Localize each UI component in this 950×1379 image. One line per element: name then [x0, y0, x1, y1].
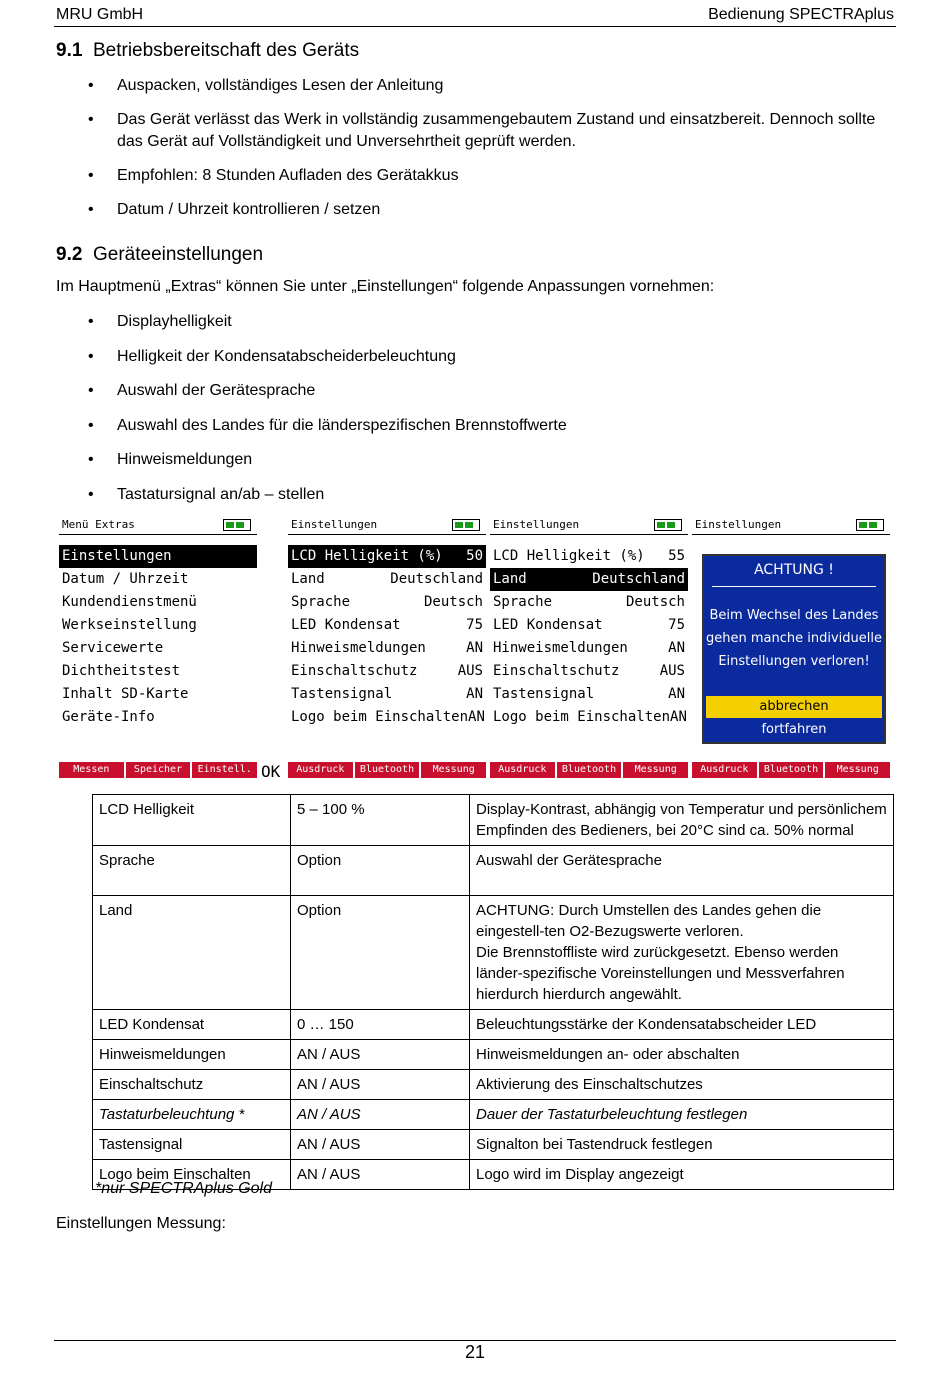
device-screen-einstellungen-1 — [288, 516, 486, 778]
section-9-2-bullets — [0, 311, 897, 506]
table-row: LCD Helligkeit 5 – 100 % Display-Kontrast, abhängig von Temperatur und persönlichem Empfinden des Bedieners, bei 20°C sind ca. 50% normal — [93, 795, 894, 846]
setting-row[interactable]: Logo beim Einschalten AN — [291, 709, 485, 725]
setting-row[interactable]: Hinweismeldungen AN — [291, 640, 483, 656]
softkey-bluetooth[interactable]: Bluetooth — [355, 762, 420, 778]
setting-row[interactable]: Tastensignal AN — [291, 686, 483, 702]
device-screen-menu-extras — [59, 516, 257, 778]
softkey-bar — [288, 762, 486, 778]
menu-item-servicewerte[interactable]: Servicewerte — [62, 640, 164, 656]
battery-icon — [452, 519, 480, 531]
page-number: 21 — [464, 1342, 486, 1362]
ok-key-label: OK — [261, 762, 281, 781]
table-row: Logo beim Einschalten AN / AUS Logo wird im Display angezeigt — [93, 1160, 894, 1190]
setting-row[interactable]: LED Kondensat 75 — [291, 617, 483, 633]
cancel-button[interactable]: abbrechen — [706, 696, 882, 718]
setting-row[interactable]: Land Deutschland — [490, 568, 688, 591]
table-row: Tastaturbeleuchtung * AN / AUS Dauer der Tastaturbeleuchtung festlegen — [93, 1100, 894, 1130]
softkey-messung[interactable]: Messung — [421, 762, 486, 778]
bullet-item: • Datum / Uhrzeit kontrollieren / setzen — [0, 199, 897, 221]
section-heading-9-2: 9.2 Geräteeinstellungen — [56, 244, 264, 265]
softkey-einstell[interactable]: Einstell. — [192, 762, 257, 778]
section-heading-9-1: 9.1 Betriebsbereitschaft des Geräts — [56, 40, 360, 61]
battery-icon — [223, 519, 251, 531]
section-9-2-intro: Im Hauptmenü „Extras“ können Sie unter „Einstellungen“ folgende Anpassungen vornehmen: — [56, 278, 715, 295]
battery-icon — [856, 519, 884, 531]
bullet-item: • Tastatursignal an/ab – stellen — [0, 484, 897, 506]
table-row: Sprache Option Auswahl der Gerätesprache — [93, 846, 894, 896]
measurement-settings-heading: Einstellungen Messung: — [56, 1215, 226, 1232]
menu-item-kundendienstmenu[interactable]: Kundendienstmenü — [62, 594, 197, 610]
setting-row[interactable]: LCD Helligkeit (%) 55 — [493, 548, 685, 564]
menu-item-datum-uhrzeit[interactable]: Datum / Uhrzeit — [62, 571, 189, 587]
screen-title: Einstellungen — [695, 518, 782, 531]
softkey-messen[interactable]: Messen — [59, 762, 124, 778]
softkey-bluetooth[interactable]: Bluetooth — [557, 762, 622, 778]
menu-item-geraete-info[interactable]: Geräte-Info — [62, 709, 155, 725]
softkey-bar — [490, 762, 688, 778]
dialog-title: ACHTUNG ! — [754, 562, 834, 578]
bullet-item: • Displayhelligkeit — [0, 311, 897, 333]
setting-row[interactable]: Sprache Deutsch — [291, 594, 483, 610]
table-row: Tastensignal AN / AUS Signalton bei Tastendruck festlegen — [93, 1130, 894, 1160]
bullet-item: • Empfohlen: 8 Stunden Aufladen des Gerätakkus — [0, 165, 897, 187]
table-row: LED Kondensat 0 … 150 Beleuchtungsstärke der Kondensatabscheider LED — [93, 1010, 894, 1040]
menu-item-einstellungen[interactable]: Einstellungen — [59, 545, 257, 568]
bullet-item: • Auspacken, vollständiges Lesen der Anleitung — [0, 75, 897, 97]
continue-button[interactable]: fortfahren — [761, 722, 827, 737]
setting-row[interactable]: Logo beim Einschalten AN — [493, 709, 687, 725]
setting-row[interactable]: LCD Helligkeit (%) 50 — [288, 545, 486, 568]
table-row: Einschaltschutz AN / AUS Aktivierung des Einschaltschutzes — [93, 1070, 894, 1100]
bullet-item: • Das Gerät verlässt das Werk in vollständig zusammengebautem Zustand und einsatzbereit. Dennoch sollte das Gerät auf Vollständigkeit und Unversehrtheit geprüft werden. — [0, 109, 897, 153]
footnote: *nur SPECTRAplus Gold — [95, 1180, 272, 1197]
softkey-ausdruck[interactable]: Ausdruck — [490, 762, 555, 778]
dialog-message: Beim Wechsel des Landes gehen manche individuelle Einstellungen verloren! — [706, 608, 882, 669]
setting-row[interactable]: Tastensignal AN — [493, 686, 685, 702]
menu-item-dichtheitstest[interactable]: Dichtheitstest — [62, 663, 181, 679]
softkey-messung[interactable]: Messung — [623, 762, 688, 778]
softkey-messung[interactable]: Messung — [825, 762, 890, 778]
menu-item-werkseinstellung[interactable]: Werkseinstellung — [62, 617, 197, 633]
section-9-1-bullets — [0, 75, 897, 221]
softkey-ausdruck[interactable]: Ausdruck — [288, 762, 353, 778]
screen-title: Einstellungen — [493, 518, 580, 531]
bullet-item: • Helligkeit der Kondensatabscheiderbeleuchtung — [0, 346, 897, 368]
setting-row[interactable]: LED Kondensat 75 — [493, 617, 685, 633]
bullet-item: • Auswahl des Landes für die länderspezifischen Brennstoffwerte — [0, 415, 897, 437]
softkey-bar — [692, 762, 890, 778]
footer-rule — [54, 1340, 896, 1341]
header-rule — [54, 26, 896, 27]
softkey-ausdruck[interactable]: Ausdruck — [692, 762, 757, 778]
setting-row[interactable]: Einschaltschutz AUS — [493, 663, 685, 679]
setting-row[interactable]: Hinweismeldungen AN — [493, 640, 685, 656]
settings-table — [92, 794, 894, 1190]
warning-dialog — [702, 554, 886, 744]
battery-icon — [654, 519, 682, 531]
menu-item-sd-karte[interactable]: Inhalt SD-Karte — [62, 686, 189, 702]
header-company: MRU GmbH — [56, 6, 144, 23]
table-row: Hinweismeldungen AN / AUS Hinweismeldungen an- oder abschalten — [93, 1040, 894, 1070]
softkey-bluetooth[interactable]: Bluetooth — [759, 762, 824, 778]
screen-title: Menü Extras — [62, 518, 135, 531]
screen-title: Einstellungen — [291, 518, 378, 531]
header-manual-title: Bedienung SPECTRAplus — [708, 6, 894, 23]
softkey-bar — [59, 762, 257, 778]
device-screen-einstellungen-2 — [490, 516, 688, 778]
bullet-item: • Hinweismeldungen — [0, 449, 897, 471]
softkey-speicher[interactable]: Speicher — [126, 762, 191, 778]
setting-row[interactable]: Einschaltschutz AUS — [291, 663, 483, 679]
setting-row[interactable]: Land Deutschland — [291, 571, 483, 587]
table-row: Land Option ACHTUNG: Durch Umstellen des Landes gehen die eingestell-ten O2-Bezugswerte verloren. Die Brennstoffliste wird zurückgesetzt. Ebenso werden länder-spezifische Voreinstellungen und Messverfahren hierdurch hierdurch angewählt. — [93, 896, 894, 1010]
setting-row[interactable]: Sprache Deutsch — [493, 594, 685, 610]
bullet-item: • Auswahl der Gerätesprache — [0, 380, 897, 402]
